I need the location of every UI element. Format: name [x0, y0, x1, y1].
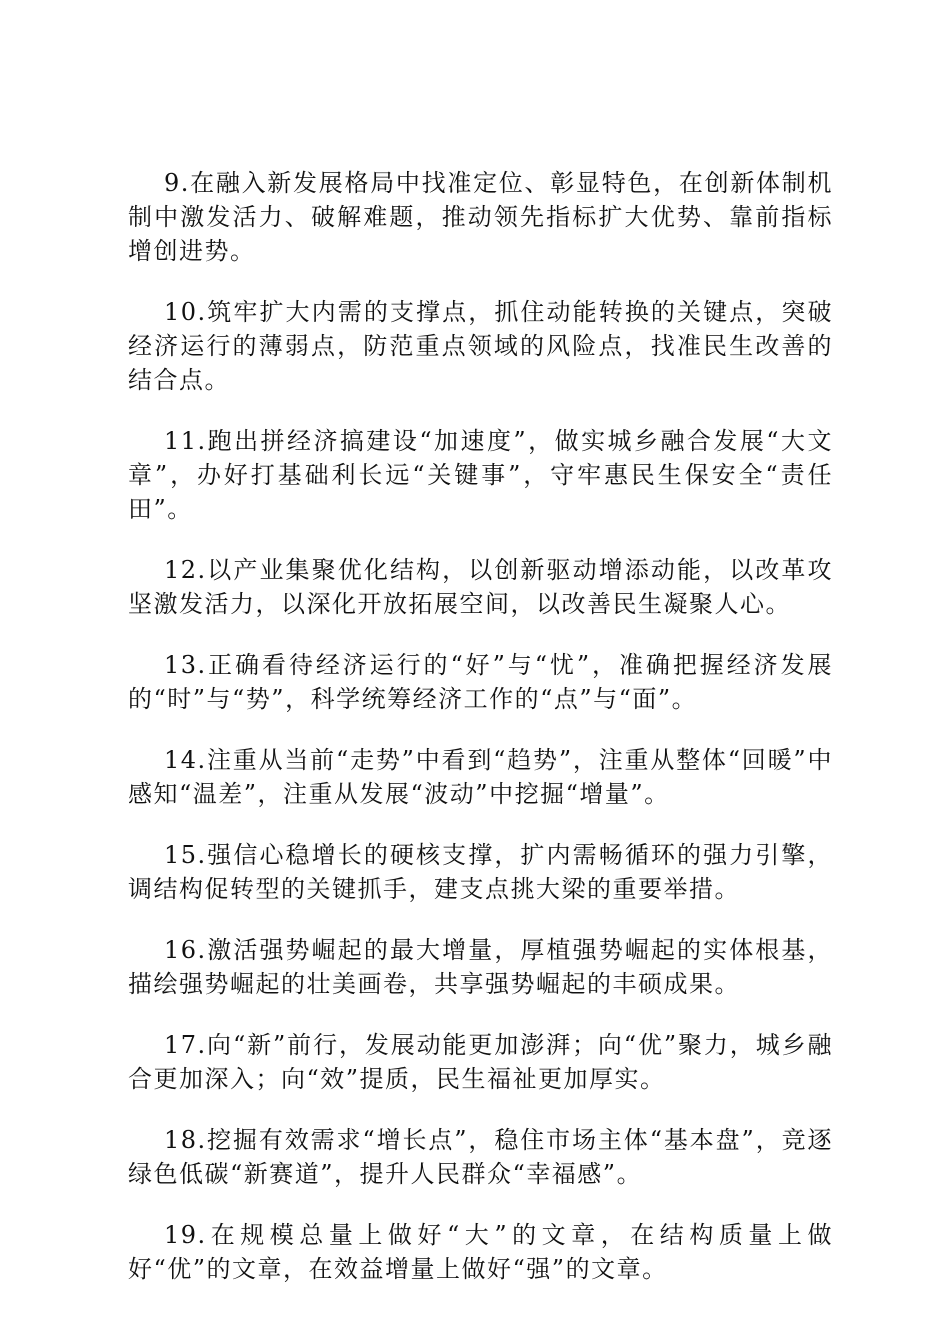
paragraph-18: 18.挖掘有效需求“增长点”，稳住市场主体“基本盘”，竞逐绿色低碳“新赛道”，提升人民群众“幸福感”。	[128, 1126, 833, 1188]
paragraph-16: 16.激活强势崛起的最大增量，厚植强势崛起的实体根基，描绘强势崛起的壮美画卷，共享强势崛起的丰硕成果。	[128, 936, 833, 998]
paragraph-10: 10.筑牢扩大内需的支撑点，抓住动能转换的关键点，突破经济运行的薄弱点，防范重点领域的风险点，找准民生改善的结合点。	[128, 298, 833, 394]
document-body	[128, 166, 833, 1313]
paragraph-11: 11.跑出拼经济搞建设“加速度”，做实城乡融合发展“大文章”，办好打基础利长远“关键事”，守牢惠民生保安全“责任田”。	[128, 427, 833, 523]
paragraph-19: 19.在规模总量上做好“大”的文章，在结构质量上做好“优”的文章，在效益增量上做好“强”的文章。	[128, 1221, 833, 1283]
paragraph-9: 9.在融入新发展格局中找准定位、彰显特色，在创新体制机制中激发活力、破解难题，推动领先指标扩大优势、靠前指标增创进势。	[128, 169, 833, 265]
paragraph-14: 14.注重从当前“走势”中看到“趋势”，注重从整体“回暖”中感知“温差”，注重从发展“波动”中挖掘“增量”。	[128, 746, 833, 808]
paragraph-13: 13.正确看待经济运行的“好”与“忧”，准确把握经济发展的“时”与“势”，科学统筹经济工作的“点”与“面”。	[128, 651, 833, 713]
paragraph-15: 15.强信心稳增长的硬核支撑，扩内需畅循环的强力引擎，调结构促转型的关键抓手，建支点挑大梁的重要举措。	[128, 841, 833, 903]
paragraph-12: 12.以产业集聚优化结构，以创新驱动增添动能，以改革攻坚激发活力，以深化开放拓展空间，以改善民生凝聚人心。	[128, 556, 833, 618]
paragraph-17: 17.向“新”前行，发展动能更加澎湃；向“优”聚力，城乡融合更加深入；向“效”提质，民生福祉更加厚实。	[128, 1031, 833, 1093]
